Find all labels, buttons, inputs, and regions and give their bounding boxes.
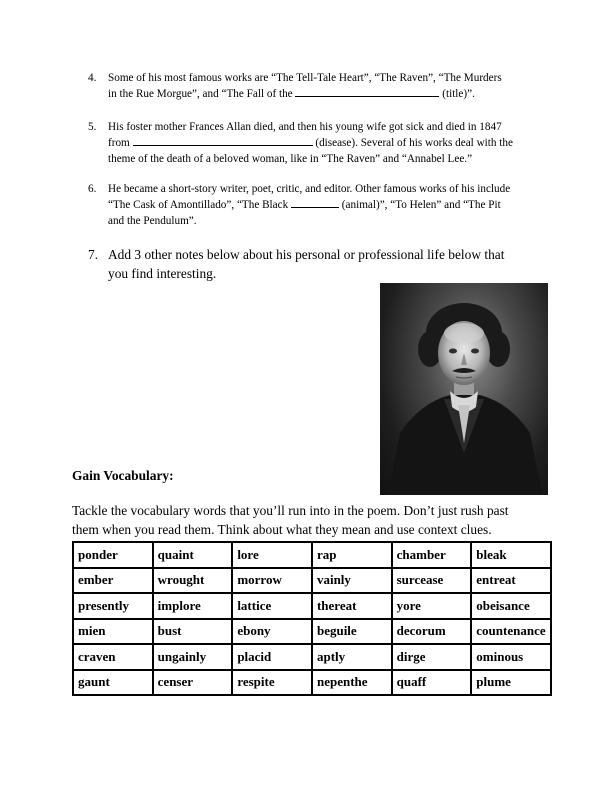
item-text-line: His foster mother Frances Allan died, and then his young wife got sick and died in 1847 — [108, 121, 502, 133]
vocab-word-cell: obeisance — [471, 593, 551, 619]
vocab-word-cell: lattice — [232, 593, 312, 619]
fill-in-blank-title[interactable] — [295, 86, 439, 97]
vocab-word-cell: bust — [153, 619, 233, 645]
vocab-word-cell: countenance — [471, 619, 551, 645]
vocab-word-cell: vainly — [312, 568, 392, 594]
section-heading: Gain Vocabulary: — [72, 468, 174, 483]
vocab-word-cell: quaff — [392, 670, 472, 696]
item-text-line: Add 3 other notes below about his personal or professional life below that — [108, 247, 505, 262]
vocab-word-cell: quaint — [153, 542, 233, 568]
vocab-word-cell: ungainly — [153, 644, 233, 670]
list-item-7 — [88, 246, 564, 283]
vocab-word-cell: decorum — [392, 619, 472, 645]
vocab-word-cell: gaunt — [73, 670, 153, 696]
item-text: in the Rue Morgue”, and “The Fall of the — [108, 88, 296, 101]
vocab-word-cell: entreat — [471, 568, 551, 594]
vocab-word-cell: ponder — [73, 542, 153, 568]
item-text: from — [108, 137, 133, 150]
vocab-word-cell: ember — [73, 568, 153, 594]
table-row — [73, 542, 551, 568]
list-item-4 — [88, 70, 564, 102]
vocab-word-cell: rap — [312, 542, 392, 568]
vocab-word-cell: yore — [392, 593, 472, 619]
vocab-word-cell: ebony — [232, 619, 312, 645]
item-number: 6. — [88, 183, 97, 195]
vocab-word-cell: plume — [471, 670, 551, 696]
vocab-word-cell: presently — [73, 593, 153, 619]
vocabulary-instructions — [72, 502, 552, 539]
item-text-line: theme of the death of a beloved woman, like in “The Raven” and “Annabel Lee.” — [108, 153, 473, 166]
vocab-word-cell: respite — [232, 670, 312, 696]
vocab-word-cell: implore — [153, 593, 233, 619]
vocab-word-cell: morrow — [232, 568, 312, 594]
vocab-word-cell: wrought — [153, 568, 233, 594]
vocab-word-cell: aptly — [312, 644, 392, 670]
item-text: (title)”. — [439, 88, 475, 101]
vocabulary-table — [72, 541, 552, 696]
table-row — [73, 593, 551, 619]
item-text: “The Cask of Amontillado”, “The Black — [108, 199, 291, 212]
fill-in-blank-disease[interactable] — [133, 135, 313, 146]
item-text: (animal)”, “To Helen” and “The Pit — [339, 199, 501, 212]
list-item-5 — [88, 119, 564, 168]
vocab-word-cell: thereat — [312, 593, 392, 619]
vocab-word-cell: lore — [232, 542, 312, 568]
vocab-word-cell: bleak — [471, 542, 551, 568]
list-item-6 — [88, 181, 564, 230]
item-text-line: He became a short-story writer, poet, critic, and editor. Other famous works of his include — [108, 183, 511, 195]
item-number: 4. — [88, 72, 97, 84]
item-text-line: and the Pendulum”. — [108, 215, 197, 228]
vocab-word-cell: censer — [153, 670, 233, 696]
vocab-word-cell: beguile — [312, 619, 392, 645]
portrait-illustration — [380, 283, 548, 495]
table-row — [73, 670, 551, 696]
item-number: 7. — [88, 247, 99, 262]
table-row — [73, 644, 551, 670]
instruction-line: them when you read them. Think about what they mean and use context clues. — [72, 521, 492, 537]
instruction-line: Tackle the vocabulary words that you’ll run into in the poem. Don’t just rush past — [72, 503, 509, 518]
vocab-word-cell: chamber — [392, 542, 472, 568]
item-number: 5. — [88, 121, 97, 133]
vocab-word-cell: craven — [73, 644, 153, 670]
vocab-word-cell: dirge — [392, 644, 472, 670]
item-text-line — [108, 197, 564, 213]
vocab-word-cell: nepenthe — [312, 670, 392, 696]
vocab-word-cell: mien — [73, 619, 153, 645]
author-portrait-photo — [380, 283, 548, 495]
item-text: (disease). Several of his works deal with the — [312, 137, 513, 150]
item-text-line: you find interesting. — [108, 265, 217, 281]
table-row — [73, 619, 551, 645]
table-row — [73, 568, 551, 594]
item-text-line — [108, 86, 564, 102]
vocab-word-cell: ominous — [471, 644, 551, 670]
item-text-line — [108, 135, 564, 151]
vocab-word-cell: surcease — [392, 568, 472, 594]
fill-in-blank-animal[interactable] — [291, 197, 339, 208]
item-text-line: Some of his most famous works are “The Tell-Tale Heart”, “The Raven”, “The Murders — [108, 72, 502, 84]
vocab-word-cell: placid — [232, 644, 312, 670]
